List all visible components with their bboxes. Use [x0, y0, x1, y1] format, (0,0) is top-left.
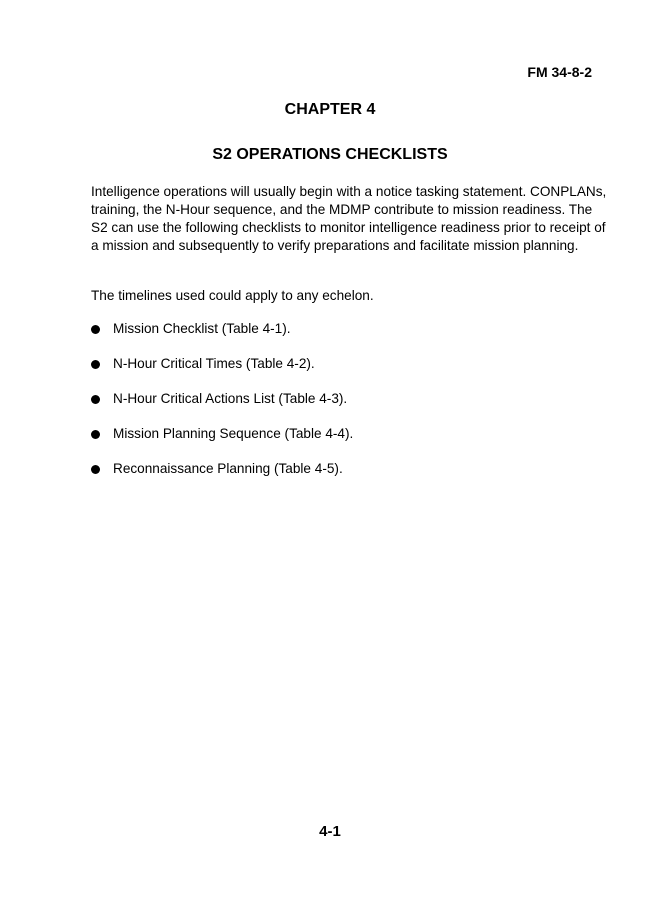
chapter-title: S2 OPERATIONS CHECKLISTS	[212, 146, 448, 163]
bullet-icon	[91, 325, 100, 334]
bullet-icon	[91, 395, 100, 404]
chapter-number: CHAPTER 4	[284, 101, 376, 118]
list-item-label: Mission Checklist (Table 4-1).	[113, 321, 291, 336]
list-item-label: Reconnaissance Planning (Table 4-5).	[113, 461, 343, 476]
echelon-paragraph: The timelines used could apply to any echelon.	[91, 288, 374, 303]
list-item-label: N-Hour Critical Times (Table 4-2).	[113, 356, 315, 371]
document-id: FM 34-8-2	[527, 64, 592, 80]
bullet-icon	[91, 430, 100, 439]
page-number: 4-1	[319, 823, 341, 840]
list-item-label: N-Hour Critical Actions List (Table 4-3).	[113, 391, 348, 406]
intro-paragraph: Intelligence operations will usually begin with a notice tasking statement. CONPLANs, training, the N-Hour sequence, and the MDMP contribute to mission readiness. The S2 can use the following checklists to monitor intelligence readiness prior to receipt of a mission and subsequently to verify preparations and facilitate mission planning.	[91, 184, 607, 253]
bullet-icon	[91, 465, 100, 474]
list-item-label: Mission Planning Sequence (Table 4-4).	[113, 426, 354, 441]
bullet-icon	[91, 360, 100, 369]
